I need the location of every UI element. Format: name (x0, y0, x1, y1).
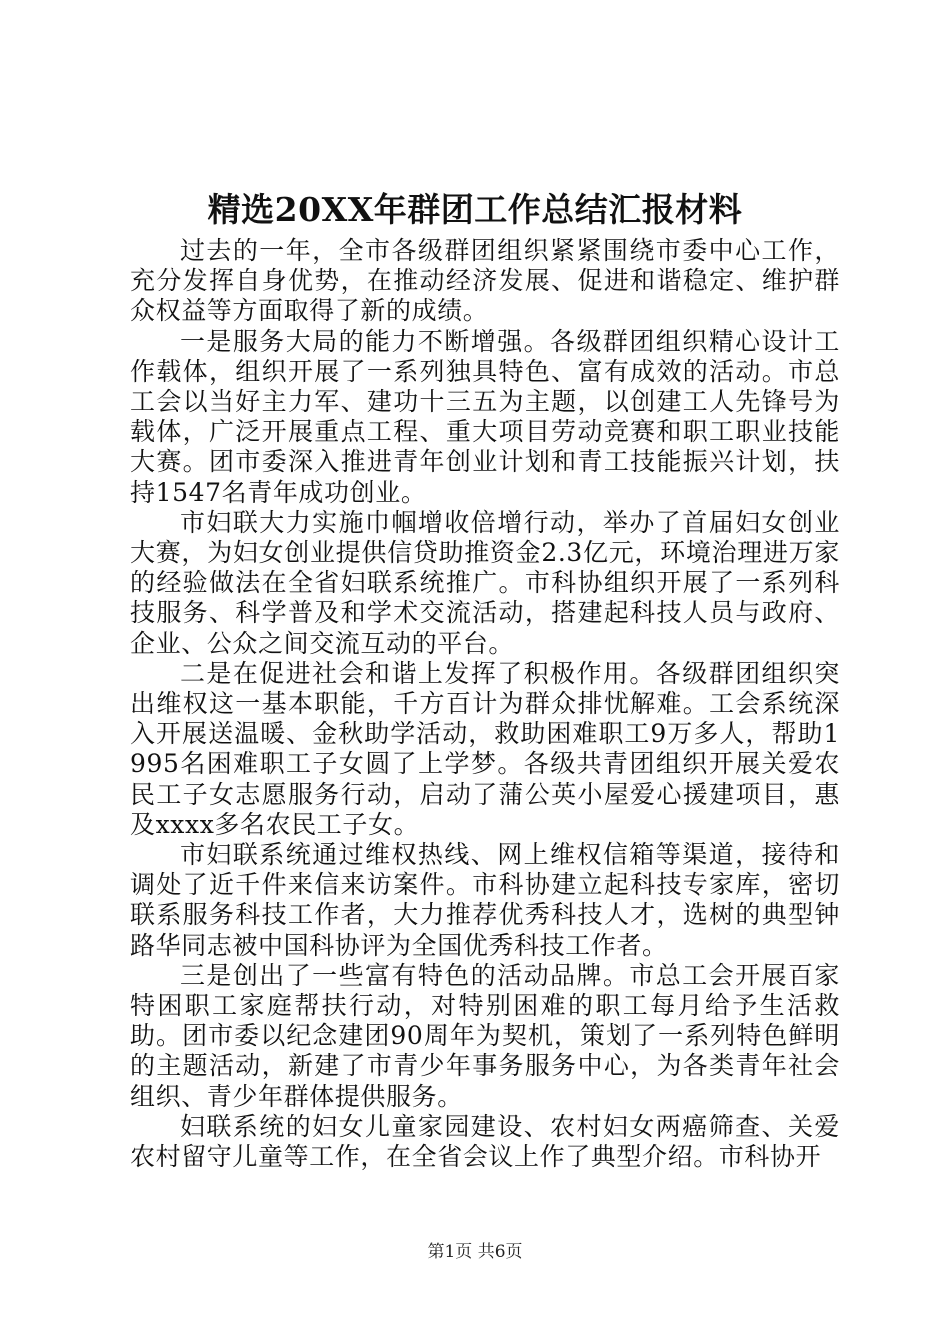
document-title: 精选20XX年群团工作总结汇报材料 (207, 190, 743, 229)
page-number-footer: 第1页 共6页 (427, 1242, 523, 1262)
paragraph: 市妇联系统通过维权热线、网上维权信箱等渠道，接待和调处了近千件来信来访案件。市科协建立起科技专家库，密切联系服务科技工作者，大力推荐优秀科技人才，选树的典型钟路华同志被中国科协评为全国优秀科技工作者。 (130, 840, 840, 960)
paragraph: 三是创出了一些富有特色的活动品牌。市总工会开展百家特困职工家庭帮扶行动，对特别困难的职工每月给予生活救助。团市委以纪念建团90周年为契机，策划了一系列特色鲜明的主题活动，新建了市青少年事务服务中心，为各类青年社会组织、青少年群体提供服务。 (130, 960, 840, 1111)
paragraph: 市妇联大力实施巾帼增收倍增行动，举办了首届妇女创业大赛，为妇女创业提供信贷助推资金2.3亿元，环境治理进万家的经验做法在全省妇联系统推广。市科协组织开展了一系列科技服务、科学普及和学术交流活动，搭建起科技人员与政府、企业、公众之间交流互动的平台。 (130, 507, 840, 658)
paragraph: 过去的一年，全市各级群团组织紧紧围绕市委中心工作，充分发挥自身优势，在推动经济发展、促进和谐稳定、维护群众权益等方面取得了新的成绩。 (130, 236, 840, 326)
paragraph: 一是服务大局的能力不断增强。各级群团组织精心设计工作载体，组织开展了一系列独具特色、富有成效的活动。市总工会以当好主力军、建功十三五为主题，以创建工人先锋号为载体，广泛开展重点工程、重大项目劳动竞赛和职工职业技能大赛。团市委深入推进青年创业计划和青工技能振兴计划，扶持1547名青年成功创业。 (130, 326, 840, 507)
paragraph: 妇联系统的妇女儿童家园建设、农村妇女两癌筛查、关爱农村留守儿童等工作，在全省会议上作了典型介绍。市科协开 (130, 1111, 840, 1172)
paragraph: 二是在促进社会和谐上发挥了积极作用。各级群团组织突出维权这一基本职能，千方百计为群众排忧解难。工会系统深入开展送温暖、金秋助学活动，救助困难职工9万多人，帮助1995名困难职工子女圆了上学梦。各级共青团组织开展关爱农民工子女志愿服务行动，启动了蒲公英小屋爱心援建项目，惠及xxxx多名农民工子女。 (130, 658, 840, 839)
document-body (130, 236, 840, 1172)
